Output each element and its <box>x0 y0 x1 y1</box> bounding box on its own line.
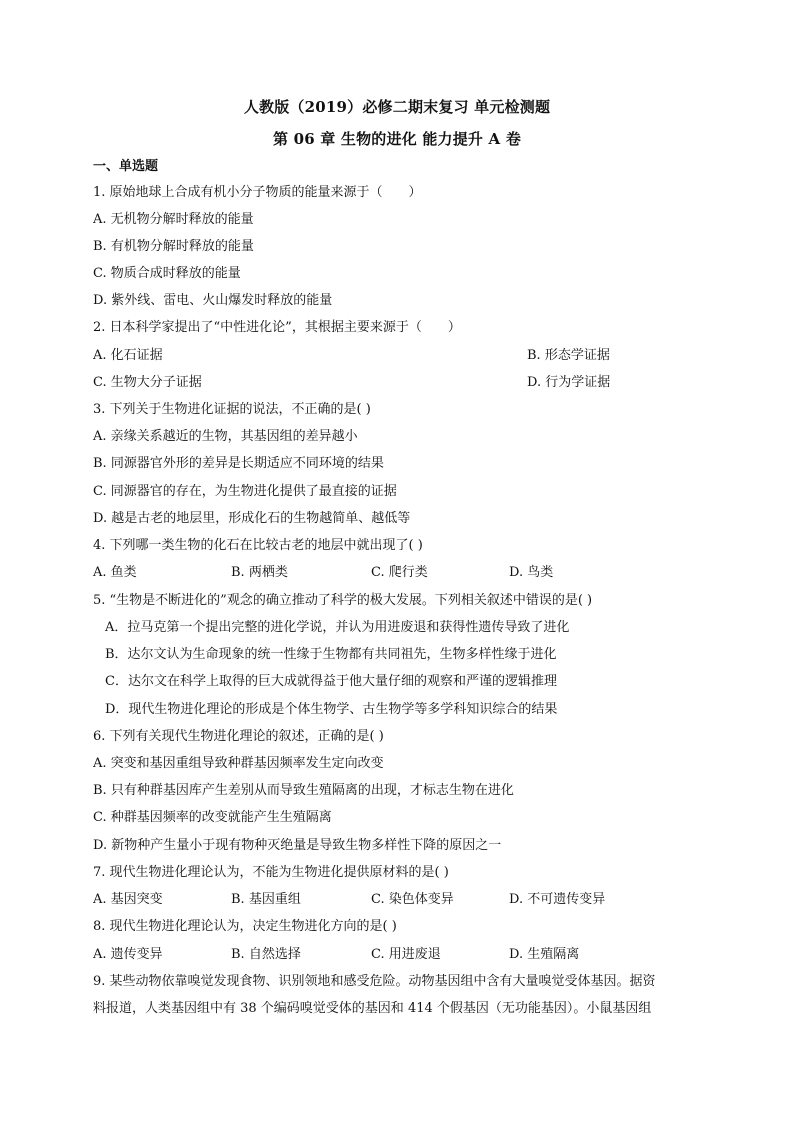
document-subtitle: 第 06 章 生物的进化 能力提升 A 卷 <box>272 130 522 148</box>
question-6-option-d: D. 新物种产生量小于现有物种灭绝量是导致生物多样性下降的原因之一 <box>93 838 502 853</box>
question-7-option-d: D. 不可遗传变异 <box>509 892 606 907</box>
question-4-option-d: D. 鸟类 <box>509 565 554 580</box>
question-7-stem: 7. 现代生物进化理论认为，不能为生物进化提供原材料的是( ) <box>93 865 449 880</box>
question-2-option-a: A. 化石证据 <box>93 348 163 363</box>
question-8-stem: 8. 现代生物进化理论认为，决定生物进化方向的是( ) <box>93 919 397 934</box>
question-5-option-d: D．现代生物进化理论的形成是个体生物学、古生物学等多学科知识综合的结果 <box>105 702 558 717</box>
question-6-option-c: C. 种群基因频率的改变就能产生生殖隔离 <box>93 810 332 825</box>
question-1-option-a: A. 无机物分解时释放的能量 <box>93 212 254 227</box>
question-4-option-c: C. 爬行类 <box>371 565 428 580</box>
question-7-option-b: B. 基因重组 <box>231 892 301 907</box>
question-2-option-c: C. 生物大分子证据 <box>93 375 202 390</box>
question-5-option-b: B．达尔文认为生命现象的统一性缘于生物都有共同祖先，生物多样性缘于进化 <box>105 647 557 662</box>
question-4-stem: 4. 下列哪一类生物的化石在比较古老的地层中就出现了( ) <box>93 538 423 553</box>
question-6-option-a: A. 突变和基因重组导致种群基因频率发生定向改变 <box>93 756 384 771</box>
question-8-option-a: A. 遗传变异 <box>93 947 163 962</box>
question-8-option-b: B. 自然选择 <box>231 947 301 962</box>
question-1-option-d: D. 紫外线、雷电、火山爆发时释放的能量 <box>93 293 333 308</box>
question-9-stem-continued: 料报道，人类基因组中有 38 个编码嗅觉受体的基因和 414 个假基因（无功能基因）。小鼠基因组 <box>93 1001 652 1016</box>
question-6-stem: 6. 下列有关现代生物进化理论的叙述，正确的是( ) <box>93 729 384 744</box>
question-3-option-b: B. 同源器官外形的差异是长期适应不同环境的结果 <box>93 456 384 471</box>
question-3-option-d: D. 越是古老的地层里，形成化石的生物越简单、越低等 <box>93 511 411 526</box>
question-4-option-b: B. 两栖类 <box>231 565 288 580</box>
question-1-option-b: B. 有机物分解时释放的能量 <box>93 239 254 254</box>
section-heading: 一、单选题 <box>93 159 159 174</box>
question-1-stem: 1. 原始地球上合成有机小分子物质的能量来源于（ ） <box>93 185 422 200</box>
question-2-option-d: D. 行为学证据 <box>527 375 611 390</box>
question-7-option-c: C. 染色体变异 <box>371 892 454 907</box>
question-1-option-c: C. 物质合成时释放的能量 <box>93 266 241 281</box>
question-5-option-c: C．达尔文在科学上取得的巨大成就得益于他大量仔细的观察和严谨的逻辑推理 <box>105 674 557 689</box>
question-3-option-c: C. 同源器官的存在，为生物进化提供了最直接的证据 <box>93 484 397 499</box>
question-6-option-b: B. 只有种群基因库产生差别从而导致生殖隔离的出现，才标志生物在进化 <box>93 783 514 798</box>
question-7-option-a: A. 基因突变 <box>93 892 163 907</box>
question-3-stem: 3. 下列关于生物进化证据的说法，不正确的是( ) <box>93 402 371 417</box>
question-4-option-a: A. 鱼类 <box>93 565 137 580</box>
question-2-stem: 2. 日本科学家提出了“中性进化论”，其根据主要来源于（ ） <box>93 320 461 335</box>
question-8-option-d: D. 生殖隔离 <box>509 947 580 962</box>
question-9-stem: 9. 某些动物依靠嗅觉发现食物、识别领地和感受危险。动物基因组中含有大量嗅觉受体基因。据资 <box>93 974 656 989</box>
question-2-option-b: B. 形态学证据 <box>527 348 610 363</box>
question-5-option-a: A．拉马克第一个提出完整的进化学说，并认为用进废退和获得性遗传导致了进化 <box>105 620 570 635</box>
question-3-option-a: A. 亲缘关系越近的生物，其基因组的差异越小 <box>93 429 358 444</box>
question-5-stem: 5. “生物是不断进化的”观念的确立推动了科学的极大发展。下列相关叙述中错误的是( ) <box>93 593 593 608</box>
question-8-option-c: C. 用进废退 <box>371 947 441 962</box>
document-title: 人教版（2019）必修二期末复习 单元检测题 <box>243 98 551 116</box>
